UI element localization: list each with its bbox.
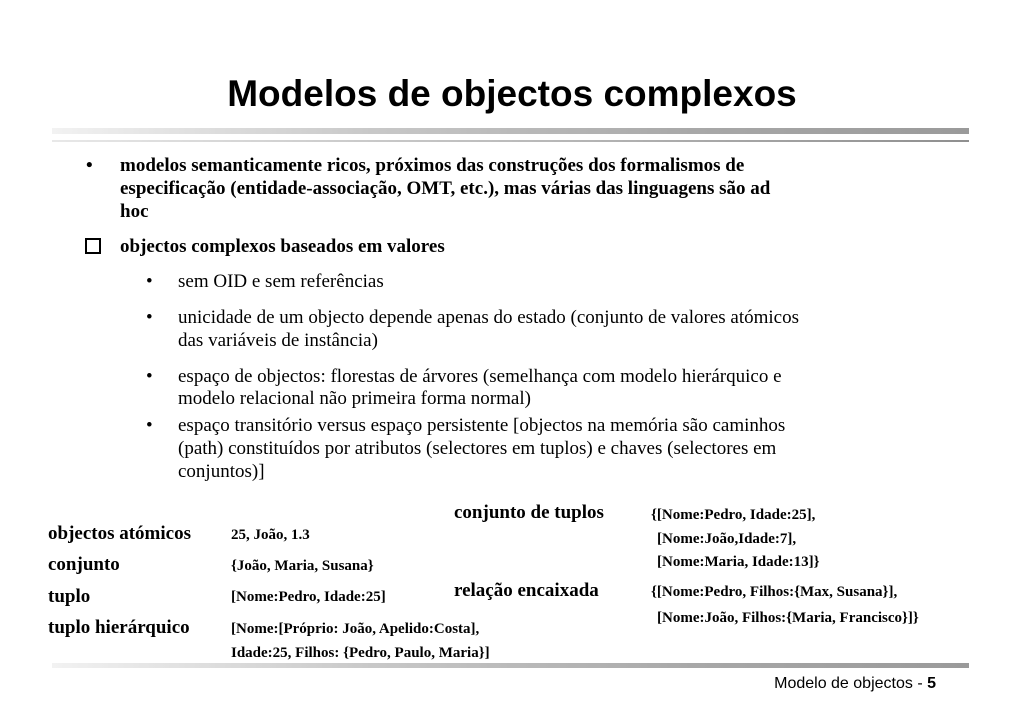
bullet-1-marker: •: [86, 155, 93, 176]
footer: [600, 674, 936, 694]
example-label-atomic: objectos atómicos: [48, 523, 191, 544]
sub-bullet-4-marker: •: [146, 415, 153, 436]
bullet-1-line-1: modelos semanticamente ricos, próximos das construções dos formalismos de: [120, 155, 745, 176]
page-title: Modelos de objectos complexos: [227, 73, 797, 114]
title-divider-thin: [52, 140, 969, 142]
example-value-hier-tuple-line-1: [Nome:[Próprio: João, Apelido:Costa],: [231, 621, 480, 637]
example-label-tuple: tuplo: [48, 586, 91, 607]
sub-bullet-4-line-3: conjuntos)]: [178, 461, 265, 482]
sub-bullet-3-marker: •: [146, 366, 153, 387]
example-value-nested-relation-line-1: {[Nome:Pedro, Filhos:{Max, Susana}],: [651, 584, 898, 600]
example-value-hier-tuple-line-2: Idade:25, Filhos: {Pedro, Paulo, Maria}]: [231, 645, 490, 661]
example-value-set: {João, Maria, Susana}: [231, 558, 374, 574]
footer-divider: [52, 663, 969, 668]
example-label-nested-relation: relação encaixada: [454, 580, 599, 601]
example-label-tuple-set: conjunto de tuplos: [454, 502, 604, 523]
example-value-nested-relation-line-2: [Nome:João, Filhos:{Maria, Francisco}]}: [657, 610, 919, 626]
sub-bullet-2-line-2: das variáveis de instância): [178, 330, 378, 351]
sub-bullet-2-marker: •: [146, 307, 153, 328]
title-divider: [52, 128, 969, 134]
example-value-tuple: [Nome:Pedro, Idade:25]: [231, 589, 386, 605]
example-label-hier-tuple: tuplo hierárquico: [48, 617, 190, 638]
sub-bullet-1-line-1: sem OID e sem referências: [178, 271, 384, 292]
page-number: 5: [927, 675, 936, 692]
sub-bullet-3-line-1: espaço de objectos: florestas de árvores (semelhança com modelo hierárquico e: [178, 366, 782, 387]
example-label-set: conjunto: [48, 554, 120, 575]
bullet-1-line-3: hoc: [120, 201, 149, 222]
square-bullet-icon: [85, 238, 101, 254]
sub-bullet-3-line-2: modelo relacional não primeira forma normal): [178, 388, 531, 409]
sub-bullet-4-line-1: espaço transitório versus espaço persistente [objectos na memória são caminhos: [178, 415, 786, 436]
sub-bullet-2-line-1: unicidade de um objecto depende apenas do estado (conjunto de valores atómicos: [178, 307, 799, 328]
bullet-2-text: objectos complexos baseados em valores: [120, 236, 445, 257]
example-value-tuple-set-line-2: [Nome:João,Idade:7],: [657, 531, 797, 547]
sub-bullet-1-marker: •: [146, 271, 153, 292]
bullet-1-line-2: especificação (entidade-associação, OMT, etc.), mas várias das linguagens são ad: [120, 178, 771, 199]
example-value-tuple-set-line-1: {[Nome:Pedro, Idade:25],: [651, 507, 816, 523]
example-value-tuple-set-line-3: [Nome:Maria, Idade:13]}: [657, 554, 820, 570]
example-value-atomic: 25, João, 1.3: [231, 527, 310, 543]
sub-bullet-4-line-2: (path) constituídos por atributos (selectores em tuplos) e chaves (selectores em: [178, 438, 777, 459]
footer-text: Modelo de objectos -: [774, 675, 928, 692]
